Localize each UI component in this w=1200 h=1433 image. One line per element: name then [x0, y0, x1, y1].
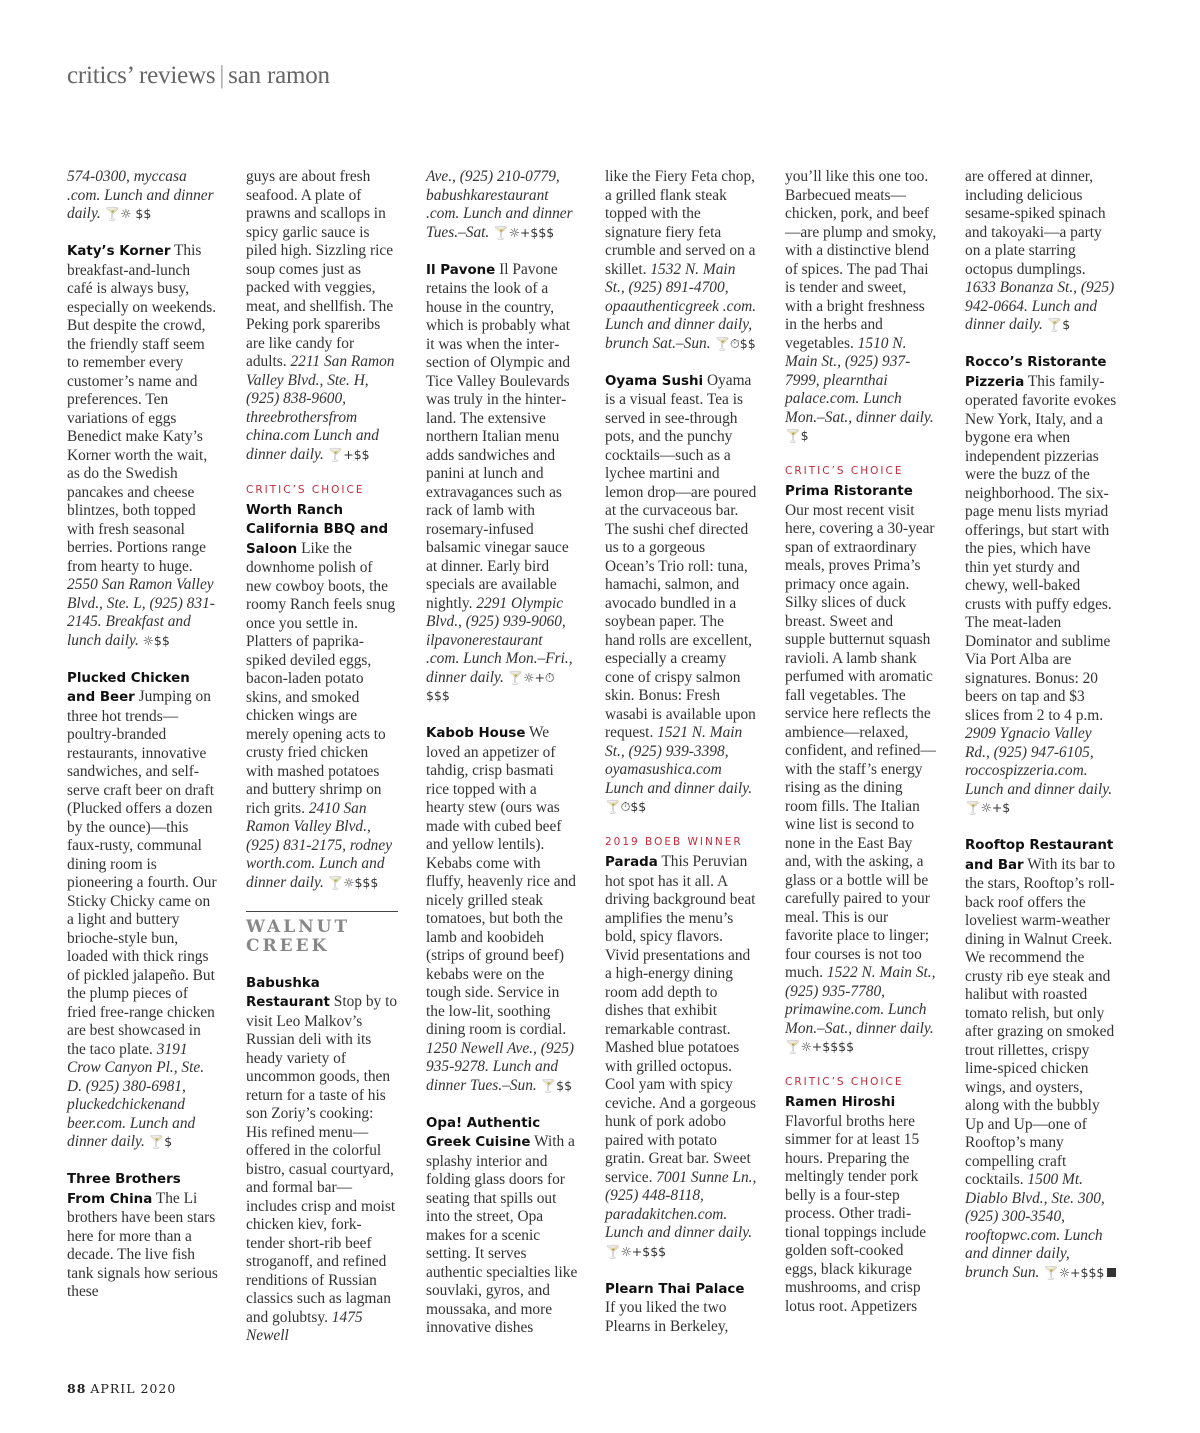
- review-three-brothers: Three Brothers From China The Li brothers have been stars here for more than a decade. The live fish tank signals how serious these: [67, 1172, 218, 1300]
- critics-choice-label: CRITIC’S CHOICE: [785, 1076, 904, 1088]
- restaurant-name: Kabob House: [426, 726, 526, 741]
- column-2: [246, 168, 398, 1364]
- column-5: [785, 168, 937, 1335]
- price-icons: 🍸+$$: [327, 446, 370, 462]
- restaurant-name: Katy’s Korner: [67, 244, 171, 259]
- restaurant-name: Babushka Restaurant: [246, 975, 330, 1010]
- restaurant-name: Il Pavone: [426, 262, 496, 278]
- review-three-brothers-end: guys are about fresh seafood. A plate of prawns and scallops in spicy garlic sauce is piled high. Sizzling rice soup comes just as packed with veggies, meat, and shellfish. The Peking pork spareribs are like candy for adults. 2211 San Ramon Valley Blvd., Ste. H, (925) 838-9600, threebrothersfrom china.com Lunch and dinner daily. 🍸+$$: [246, 168, 395, 463]
- column-6: [965, 168, 1117, 1301]
- section-heading: WALNUT CREEK: [246, 916, 351, 956]
- page-number: 88: [67, 1381, 87, 1396]
- price-icons: 🍸⏱$$: [714, 335, 756, 351]
- review-babushka: Babushka Restaurant Stop by to visit Leo Malkov’s Russian deli with its heady variety of uncommon goods, then return for a taste of his son Zoriy’s cooking: His refined menu—offered in the colorful bistro, casual courtyard, and formal bar—includes crisp and moist chicken kiev, fork-tender short-rib beef stroganoff, and refined renditions of Russian classics such as lagman and golubtsy. 1475 Newell: [246, 975, 398, 1344]
- column-1: [67, 168, 219, 1320]
- restaurant-name: Parada: [605, 855, 658, 870]
- review-rooftop: Rooftop Restaurant and Bar With its bar to the stars, Rooftop’s roll-back roof offers the loveliest warm-weather dining in Walnut Creek. We recommend the crusty rib eye steak and halibut with roasted tomato relish, but only after grazing on smoked trout rillettes, crispy lime-spiced chicken wings, and oysters, along with the bubbly Up and Up—one of Rooftop’s many compelling craft cocktails. 1500 Mt. Diablo Blvd., Ste. 300, (925) 300-3540, rooftopwc.com. Lunch and dinner daily, brunch Sun. 🍸☼+$$$: [965, 838, 1116, 1281]
- restaurant-name: Oyama Sushi: [605, 373, 704, 389]
- review-prima: Prima Ristorante Our most recent visit here, covering a 30-year span of extraordinary meals, proves Prima’s primacy once again. Silky slices of duck breast. Sweet and supple butternut squash ravioli. A lamb shank perfumed with aromatic fall vegetables. The service here reflects the ambience—relaxed, confident, and refined—with the staff’s energy rising as the dining room fills. The Italian wine list is second to none in the East Bay and, with the asking, a glass or a bottle will be carefully paired to your meal. This is our favorite place to linger; four courses is not too much. 1522 N. Main St., (925) 935-7780, primawine.com. Lunch Mon.–Sat., dinner daily. 🍸☼+$$$$: [785, 484, 936, 1054]
- price-icons: 🍸☼+$: [965, 800, 1011, 815]
- price-icons: 🍸☼+$$$: [605, 1243, 667, 1259]
- end-mark-icon: [1107, 1268, 1116, 1277]
- restaurant-name: Rocco’s Ristorante Pizzeria: [965, 355, 1107, 390]
- price-icons: 🍸$$: [540, 1077, 573, 1093]
- price-icons: 🍸$: [785, 428, 809, 443]
- review-katys-korner: Katy’s Korner This breakfast-and-lunch café is always busy, especially on weekends. But despite the crowd, the friendly staff seem to remember every customer’s name and preferences. Ten variations of eggs Benedict make Katy’s Korner worth the wait, as do the Swedish pancakes and cheese blintzes, both topped with fresh seasonal berries. Portions range from hearty to huge. 2550 San Ramon Valley Blvd., Ste. L, (925) 831-2145. Breakfast and lunch daily. ☼$$: [67, 242, 217, 649]
- restaurant-name: Opa! Authentic Greek Cuisine: [426, 1115, 541, 1150]
- restaurant-name: Plearn Thai Palace: [605, 1281, 745, 1297]
- review-plearn-thai: Plearn Thai Palace If you liked the two Plearns in Berkeley,: [605, 1281, 745, 1335]
- price-icons: 🍸☼$$$: [327, 874, 379, 890]
- price-icons: 🍸☼+⏱$$$: [426, 669, 555, 703]
- review-roccos: Rocco’s Ristorante Pizzeria This family-operated favorite evokes New York, Italy, and a bygone era when independent pizzerias were the buzz of the neighborhood. The six-page menu lists myriad offerings, but start with the pies, which have thin yet sturdy and chewy, well-baked crusts with puffy edges. The meat-laden Dominator and sublime Via Port Alba are signatures. Bonus: 20 beers on tap and $3 slices from 2 to 4 p.m. 2909 Ygnacio Valley Rd., (925) 947-6105, roccospizzeria.com. Lunch and dinner daily. 🍸☼+$: [965, 355, 1117, 815]
- review-ramen-hiroshi-end: are offered at dinner, including delicious sesame-spiked spinach and takoyaki—a party on a plate starring octopus dumplings. 1633 Bonanza St., (925) 942-0664. Lunch and dinner daily. 🍸$: [965, 168, 1115, 333]
- review-ramen-hiroshi: Ramen Hiroshi Flavorful broths here simmer for at least 15 hours. Preparing the meltingly tender pork belly is a four-step process. Other traditional toppings include golden soft-cooked eggs, black kikurage mushrooms, and crisp lotus root. Appetizers: [785, 1095, 927, 1315]
- price-icons: 🍸$: [148, 1134, 173, 1149]
- restaurant-name: Plucked Chicken and Beer: [67, 670, 190, 705]
- price-icons: 🍸⏱$$: [605, 799, 647, 814]
- page-header: [67, 62, 330, 90]
- restaurant-name: Worth Ranch California BBQ and Saloon: [246, 502, 389, 557]
- price-icons: 🍸$: [1046, 317, 1071, 332]
- critics-choice-label: CRITIC’S CHOICE: [785, 465, 904, 477]
- review-parada: Parada This Peruvian hot spot has it all. A driving background beat amplifies the menu’s bold, spicy flavors. Vivid presentations and a high-energy dining room add depth to dishes that exhibit remarkable contrast. Mashed blue potatoes with grilled octopus. Cool yam with spicy ceviche. And a gorgeous hunk of pork adobo paired with potato gratin. Great bar. Sweet service. 7001 Sunne Ln., (925) 448-8118, paradakitchen.com. Lunch and dinner daily. 🍸☼+$$$: [605, 853, 757, 1259]
- restaurant-name: Rooftop Restaurant and Bar: [965, 838, 1114, 873]
- restaurant-name: Three Brothers From China: [67, 1172, 181, 1207]
- header-section: critics’ reviews: [67, 62, 216, 89]
- review-opa: Opa! Authentic Greek Cuisine With a splashy interior and folding glass doors for seating that spills out into the street, Opa makes for a scenic setting. It serves authentic specialties like souvlaki, gyros, and moussaka, and more innovative dishes: [426, 1115, 578, 1336]
- critics-choice-label: CRITIC’S CHOICE: [246, 483, 365, 496]
- review-myccasa-end: 574-0300, myccasa .com. Lunch and dinner daily. 🍸☼ $$: [67, 168, 214, 222]
- review-worth-ranch: Worth Ranch California BBQ and Saloon Like the downhome polish of new cowboy boots, the roomy Ranch feels snug once you settle in. Platters of paprika-spiked deviled eggs, bacon-laden potato skins, and smoked chicken wings are merely opening acts to crusty fried chicken with mashed potatoes and buttery shrimp on rich grits. 2410 San Ramon Valley Blvd., (925) 831-2175, rodney worth.com. Lunch and dinner daily. 🍸☼$$$: [246, 502, 396, 891]
- header-city: san ramon: [228, 62, 330, 89]
- column-3: [426, 168, 578, 1356]
- header-separator: |: [219, 62, 225, 89]
- price-icons: ☼$$: [142, 632, 170, 648]
- price-icons: 🍸☼+$$$: [493, 224, 555, 240]
- boeb-winner-label: 2019 BOEB WINNER: [605, 836, 743, 848]
- section-walnut-creek: [246, 911, 398, 956]
- price-icons: 🍸☼ $$: [104, 206, 152, 221]
- price-icons: 🍸☼+$$$$: [785, 1039, 855, 1054]
- review-babushka-end: Ave., (925) 210-0779, babushkarestaurant .com. Lunch and dinner Tues.–Sat. 🍸☼+$$$: [426, 168, 573, 241]
- column-4: [605, 168, 757, 1355]
- review-oyama-sushi: Oyama Sushi Oyama is a visual feast. Tea is served in see-through pots, and the punchy cocktails—such as a lychee martini and lemon drop—are poured at the curvaceous bar. The sushi chef directed us to a gorgeous Ocean’s Trio roll: tuna, hamachi, salmon, and avocado bundled in a soybean paper. The hand rolls are excellent, especially a creamy cone of crispy salmon skin. Bonus: Fresh wasabi is available upon request. 1521 N. Main St., (925) 939-3398, oyamasushica.com Lunch and dinner daily. 🍸⏱$$: [605, 371, 757, 814]
- review-plucked-chicken: Plucked Chicken and Beer Jumping on three hot trends—poultry-branded restaurants, innovative sandwiches, and self-serve craft beer on draft (Plucked offers a dozen by the ounce)—this faux-rusty, communal dining room is pioneering a fourth. Our Sticky Chicky came on a light and buttery brioche-style bun, loaded with thick rings of pickled jalapeño. But the plump pieces of fried free-range chicken are best showcased in the taco plate. 3191 Crow Canyon Pl., Ste. D. (925) 380-6981, pluckedchickenand beer.com. Lunch and dinner daily. 🍸$: [67, 670, 217, 1150]
- review-plearn-thai-end: you’ll like this one too. Barbecued meats—chicken, pork, and beef—are plump and smoky, with a distinctive blend of spices. The pad Thai is tender and sweet, with a bright freshness in the herbs and vegetables. 1510 N. Main St., (925) 937-7999, plearnthai palace.com. Lunch Mon.–Sat., dinner daily. 🍸$: [785, 168, 937, 443]
- page-footer: [67, 1381, 176, 1396]
- review-opa-end: like the Fiery Feta chop, a grilled flank steak topped with the signature fiery feta crumble and served on a skillet. 1532 N. Main St., (925) 891-4700, opaauthenticgreek .com. Lunch and dinner daily, brunch Sat.–Sun. 🍸⏱$$: [605, 168, 757, 352]
- issue-date: APRIL 2020: [90, 1381, 177, 1396]
- restaurant-name: Ramen Hiroshi: [785, 1095, 896, 1110]
- restaurant-name: Prima Ristorante: [785, 484, 913, 499]
- price-icons: 🍸☼+$$$: [1043, 1264, 1105, 1280]
- review-kabob-house: Kabob House We loved an appetizer of tahdig, crisp basmati rice topped with a hearty stew (ours was made with cubed beef and yellow lentils). Kebabs come with fluffy, heavenly rice and nicely grilled steak tomatoes, but both the lamb and koobideh (strips of ground beef) kebabs were on the tough side. Service in the low-lit, soothing dining room is cordial. 1250 Newell Ave., (925) 935-9278. Lunch and dinner Tues.–Sun. 🍸$$: [426, 724, 576, 1094]
- review-il-pavone: Il Pavone Il Pavone retains the look of a house in the country, which is probably what it was when the intersection of Olympic and Tice Valley Boulevards was truly in the hinterland. The extensive northern Italian menu adds sandwiches and panini at lunch and extravagances such as rack of lamb with rosemary-infused balsamic vinegar sauce at dinner. Early bird specials are available nightly. 2291 Olympic Blvd., (925) 939-9060, ilpavonerestaurant .com. Lunch Mon.–Fri., dinner daily. 🍸☼+⏱$$$: [426, 260, 573, 703]
